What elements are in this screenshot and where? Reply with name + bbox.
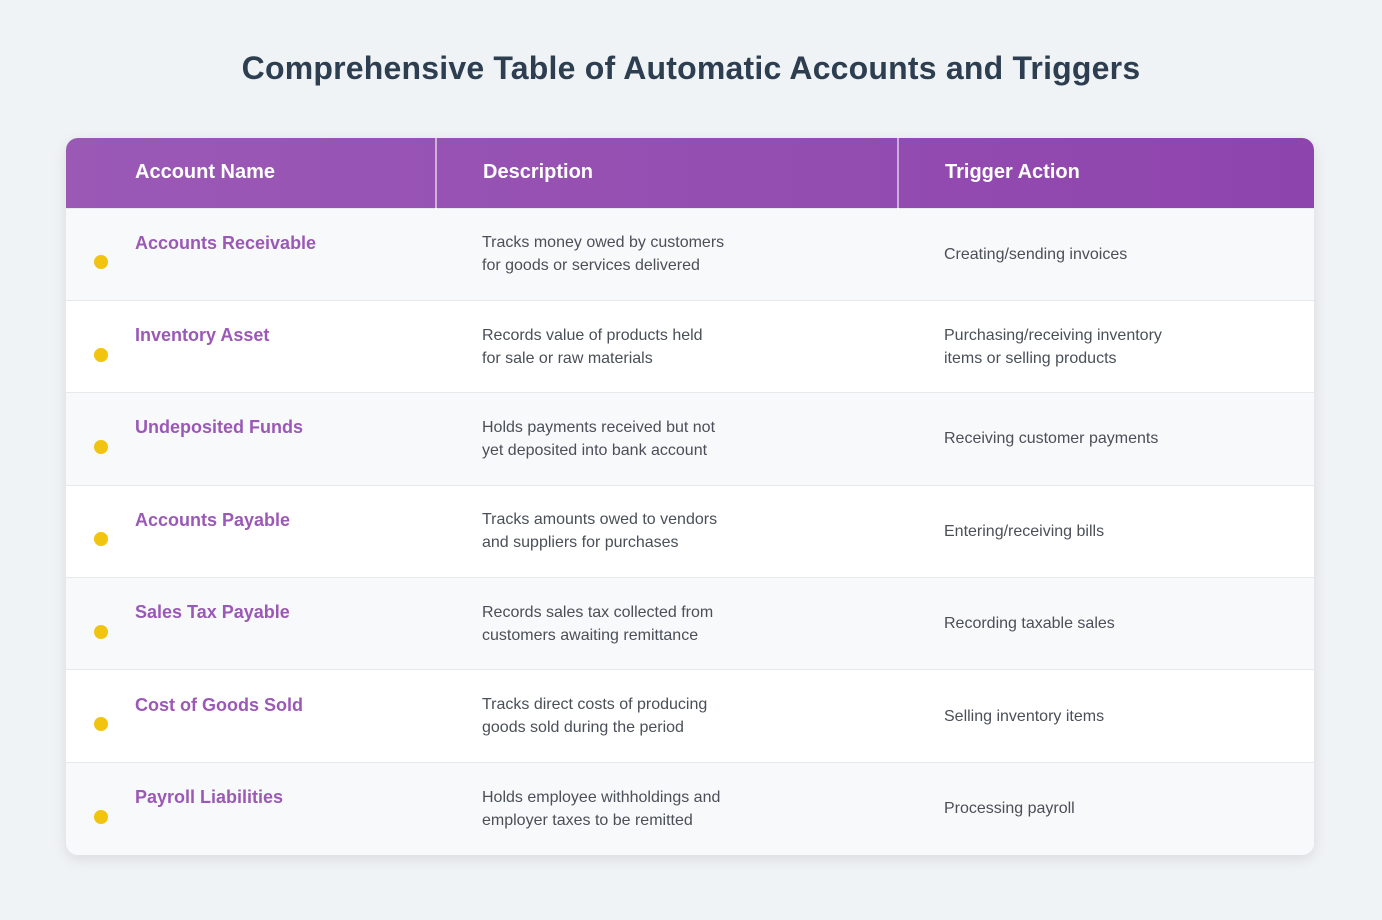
page-title: Comprehensive Table of Automatic Accounts and Triggers: [241, 50, 1141, 86]
bullet-dot-icon: [94, 348, 108, 362]
account-name-cell: [66, 393, 436, 485]
description-cell: [436, 393, 898, 485]
column-header-trigger-action: Trigger Action: [945, 161, 1080, 184]
bullet-dot-icon: [94, 255, 108, 269]
trigger-action-cell: [898, 578, 1314, 670]
description-line: Tracks amounts owed to vendors: [482, 511, 718, 529]
description-line: and suppliers for purchases: [482, 534, 679, 552]
table-header: [66, 138, 1314, 208]
trigger-action-cell: [898, 485, 1314, 577]
description-cell: [436, 762, 898, 854]
table-row: [66, 485, 1314, 577]
description-line: customers awaiting remittance: [482, 626, 699, 644]
bullet-dot-icon: [94, 625, 108, 639]
column-header-account-name: Account Name: [66, 138, 436, 208]
account-name-cell: [66, 485, 436, 577]
bullet-dot-icon: [94, 532, 108, 546]
trigger-action-cell: [898, 300, 1314, 392]
table-row: [66, 670, 1314, 762]
trigger-action-line: Entering/receiving bills: [944, 522, 1105, 540]
description-line: for sale or raw materials: [482, 349, 653, 367]
column-header-description: Description: [436, 138, 898, 208]
account-name: Inventory Asset: [135, 325, 270, 346]
description-line: Holds employee withholdings and: [482, 788, 721, 806]
account-name-cell: [66, 300, 436, 392]
table-row: [66, 300, 1314, 392]
accounts-table-card: [66, 138, 1314, 855]
trigger-action-cell: [898, 762, 1314, 854]
table-row: [66, 762, 1314, 854]
description-cell: [436, 485, 898, 577]
description-line: employer taxes to be remitted: [482, 811, 693, 829]
table-body: [66, 208, 1314, 855]
bullet-dot-icon: [94, 440, 108, 454]
description-line: Tracks direct costs of producing: [482, 696, 708, 714]
account-name: Cost of Goods Sold: [135, 694, 303, 715]
table-row: [66, 578, 1314, 670]
account-name-cell: [66, 670, 436, 762]
trigger-action-line: items or selling products: [944, 349, 1117, 367]
trigger-action-line: Creating/sending invoices: [944, 245, 1128, 263]
trigger-action-line: Purchasing/receiving inventory: [944, 326, 1162, 344]
trigger-action-line: Selling inventory items: [944, 707, 1105, 725]
account-name: Undeposited Funds: [135, 417, 303, 438]
trigger-action-line: Processing payroll: [944, 800, 1075, 818]
account-name: Sales Tax Payable: [135, 602, 290, 623]
description-line: Records value of products held: [482, 326, 703, 344]
table-row: [66, 208, 1314, 300]
description-line: Records sales tax collected from: [482, 603, 714, 621]
bullet-dot-icon: [94, 717, 108, 731]
accounts-table: [66, 138, 1314, 855]
description-line: Holds payments received but not: [482, 418, 716, 436]
table-row: [66, 393, 1314, 485]
description-cell: [436, 208, 898, 300]
trigger-action-cell: [898, 393, 1314, 485]
description-line: for goods or services delivered: [482, 257, 700, 275]
description-cell: [436, 670, 898, 762]
account-name: Payroll Liabilities: [135, 787, 284, 808]
trigger-action-cell: [898, 208, 1314, 300]
description-cell: [436, 300, 898, 392]
description-cell: [436, 578, 898, 670]
table-header-row: [66, 138, 1314, 208]
description-line: Tracks money owed by customers: [482, 234, 725, 252]
account-name-cell: [66, 578, 436, 670]
trigger-action-cell: [898, 670, 1314, 762]
trigger-action-line: Receiving customer payments: [944, 430, 1159, 448]
bullet-dot-icon: [94, 810, 108, 824]
description-line: goods sold during the period: [482, 719, 684, 737]
description-line: yet deposited into bank account: [482, 441, 708, 459]
account-name-cell: [66, 762, 436, 854]
trigger-action-line: Recording taxable sales: [944, 615, 1115, 633]
account-name: Accounts Payable: [135, 509, 291, 530]
account-name: Accounts Receivable: [135, 232, 317, 253]
account-name-cell: [66, 208, 436, 300]
